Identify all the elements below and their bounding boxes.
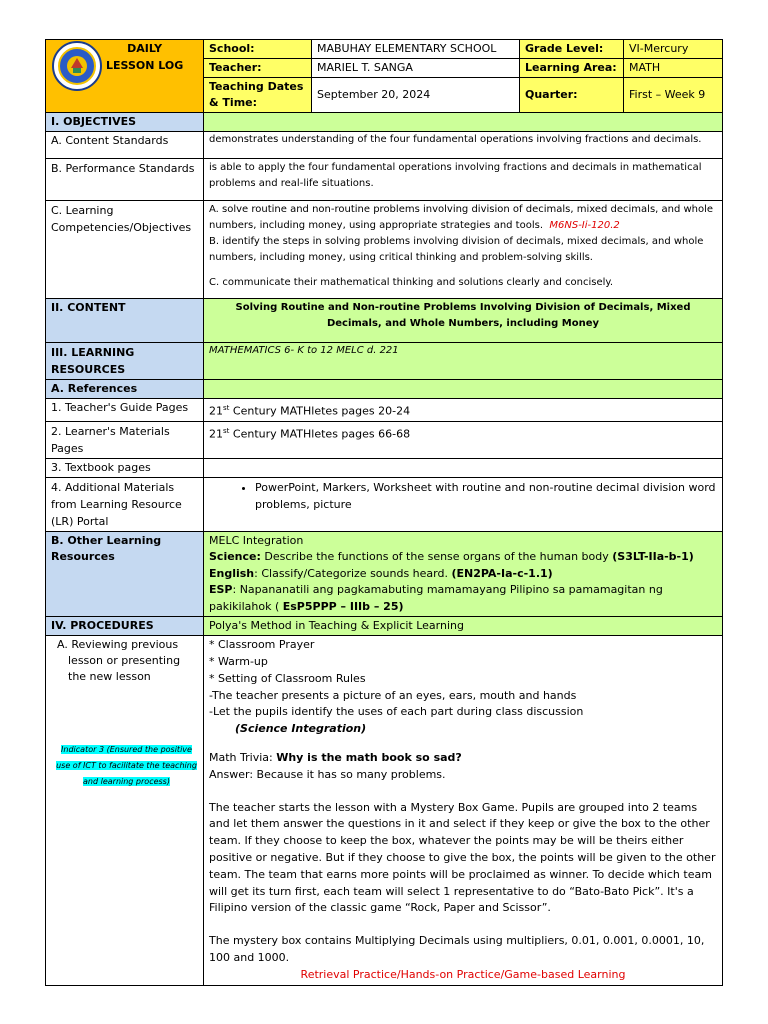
title-lesson-log: LESSON LOG <box>106 59 184 72</box>
proc-line-rules: * Setting of Classroom Rules <box>209 671 366 685</box>
procedures-heading: IV. PROCEDURES <box>46 617 204 636</box>
lesson-log-page <box>45 39 722 986</box>
other-resources-label: B. Other Learning Resources <box>46 531 204 617</box>
science-integration: Science: Describe the functions of the sense organs of the human body (S3LT-IIa-b-1) <box>209 550 694 564</box>
other-resources-value <box>204 531 723 617</box>
grade-value: VI-Mercury <box>624 40 723 59</box>
mystery-box-game: The teacher starts the lesson with a Mystery Box Game. Pupils are grouped into 2 teams and let them answer the questions in it and select if they keep or give the box to the other team. If they choose to keep the box, whatever the points may be will be theirs either positive or negative. But if they choose to give the box, the points will be given to the other team. The team that earns more points will be proclaimed as winner. To decide which team will get its turn first, each team will select 1 representative to do “Bato-Bato Pick”. It's a Filipino version of the classic game “Rock, Paper and Scissor”. <box>209 800 716 915</box>
school-label: School: <box>204 40 312 59</box>
indicator-note: Indicator 3 (Ensured the positive use of ICT to facilitate the teaching and learning process) <box>56 745 197 787</box>
proc-line-science: (Science Integration) <box>235 722 367 736</box>
resources-heading: III. LEARNING RESOURCES <box>46 343 204 380</box>
proc-line-picture: -The teacher presents a picture of an eyes, ears, mouth and hands <box>209 688 577 702</box>
review-label: A. Reviewing previous lesson or presenting the new lesson <box>57 638 181 684</box>
learners-materials-label: 2. Learner's Materials Pages <box>46 421 204 458</box>
trivia-answer: Answer: Because it has so many problems. <box>209 767 446 781</box>
lesson-log-table <box>45 39 723 986</box>
area-label: Learning Area: <box>520 59 624 78</box>
header-logo-cell <box>46 40 204 113</box>
grade-label: Grade Level: <box>520 40 624 59</box>
additional-materials-value <box>204 477 723 531</box>
dates-value: September 20, 2024 <box>312 78 520 113</box>
competency-code: M6NS-Ii-120.2 <box>549 220 620 231</box>
review-content <box>204 636 723 985</box>
teacher-value: MARIEL T. SANGA <box>312 59 520 78</box>
teachers-guide-value: 21st Century MATHletes pages 20-24 <box>204 399 723 422</box>
content-standards-label: A. Content Standards <box>46 132 204 159</box>
melc-reference: MATHEMATICS 6- K to 12 MELC d. 221 <box>204 343 723 380</box>
quarter-value: First – Week 9 <box>624 78 723 113</box>
school-value: MABUHAY ELEMENTARY SCHOOL <box>312 40 520 59</box>
objectives-heading-fill <box>204 113 723 132</box>
competency-a: A. solve routine and non-routine problems involving division of decimals, mixed decimals, and whole numbers, including money, using appropriate strategies and tools. M6NS-Ii-120.2 <box>209 204 714 231</box>
content-standards-value: demonstrates understanding of the four fundamental operations involving fractions and decimals. <box>204 132 723 159</box>
references-fill <box>204 380 723 399</box>
mystery-box-contents: The mystery box contains Multiplying Decimals using multipliers, 0.01, 0.001, 0.0001, 10, 100 and 1000. <box>209 934 705 964</box>
additional-materials-label: 4. Additional Materials from Learning Resource (LR) Portal <box>46 477 204 531</box>
school-seal-icon <box>52 41 102 91</box>
teachers-guide-label: 1. Teacher's Guide Pages <box>46 399 204 422</box>
content-heading: II. CONTENT <box>46 299 204 343</box>
quarter-label: Quarter: <box>520 78 624 113</box>
title-daily: DAILY <box>127 42 163 55</box>
additional-materials-item: • PowerPoint, Markers, Worksheet with routine and non-routine decimal division word problems, picture <box>255 479 717 513</box>
review-label-cell <box>46 636 204 985</box>
content-value: Solving Routine and Non-routine Problems Involving Division of Decimals, Mixed Decimals, and Whole Numbers, including Money <box>204 299 723 343</box>
references-label: A. References <box>46 380 204 399</box>
melc-integration: MELC Integration <box>209 533 304 547</box>
proc-line-identify: -Let the pupils identify the uses of each part during class discussion <box>209 705 584 719</box>
dates-label: Teaching Dates & Time: <box>204 78 312 113</box>
competencies-value <box>204 201 723 299</box>
math-trivia: Math Trivia: Why is the math book so sad? <box>209 750 462 764</box>
proc-line-warmup: * Warm-up <box>209 654 268 668</box>
objectives-heading: I. OBJECTIVES <box>46 113 204 132</box>
learners-materials-value: 21st Century MATHletes pages 66-68 <box>204 421 723 458</box>
competencies-label: C. Learning Competencies/Objectives <box>46 201 204 299</box>
competency-b: B. identify the steps in solving problems involving division of decimals, mixed decimals, and whole numbers, including money, using critical thinking and problem-solving skills. <box>209 236 704 263</box>
performance-standards-label: B. Performance Standards <box>46 159 204 201</box>
competency-c: C. communicate their mathematical thinking and solutions clearly and concisely. <box>209 277 614 288</box>
esp-integration: ESP: Napananatili ang pagkamabuting mamamayang Pilipino sa pamamagitan ng pakikilahok ( EsP5PPP – IIIb – 25) <box>209 583 663 613</box>
english-integration: English: Classify/Categorize sounds heard. (EN2PA-Ia-c-1.1) <box>209 566 553 580</box>
procedures-method: Polya's Method in Teaching & Explicit Learning <box>204 617 723 636</box>
teacher-label: Teacher: <box>204 59 312 78</box>
textbook-label: 3. Textbook pages <box>46 458 204 477</box>
retrieval-practice: Retrieval Practice/Hands-on Practice/Game-based Learning <box>300 967 626 981</box>
proc-line-prayer: * Classroom Prayer <box>209 638 315 652</box>
textbook-value <box>204 458 723 477</box>
area-value: MATH <box>624 59 723 78</box>
performance-standards-value: is able to apply the four fundamental operations involving fractions and decimals in mathematical problems and real-life situations. <box>204 159 723 201</box>
